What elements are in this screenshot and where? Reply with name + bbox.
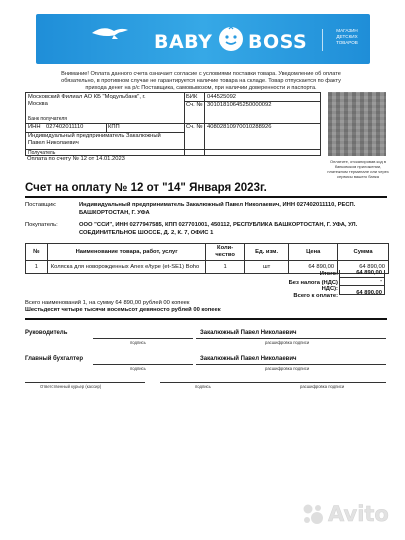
summary-rule	[25, 318, 387, 320]
kpp-label: КПП	[108, 124, 120, 130]
grand-total-value: 64 890,00	[339, 286, 385, 295]
total-label: Итого:	[319, 271, 338, 277]
row-num: 1	[26, 261, 48, 274]
supplier-label: Поставщик:	[25, 202, 57, 208]
qr-caption: Оплатите, отсканировав код в банковском приложении, платежном терминале или через сервисы вашего банка	[327, 159, 389, 179]
buyer-line: СОЕДИНИТЕЛЬНОЕ ШОССЕ, Д. 2, К. 7, ОФИС 1	[79, 229, 214, 236]
corr-account-value: 30101810645250000092	[207, 102, 272, 108]
col-name: Наименование товара, работ, услуг	[47, 244, 206, 261]
avito-watermark	[302, 502, 389, 526]
brand-baby-text: BABY	[154, 31, 213, 53]
courier-name-line	[160, 382, 386, 383]
row-unit: шт	[244, 261, 289, 274]
courier-signature-line	[25, 382, 145, 383]
bank-grid-line	[184, 93, 185, 156]
bank-city: Москва	[28, 101, 48, 107]
row-price: 64 890,00	[289, 261, 338, 274]
accountant-signature-line	[93, 364, 193, 365]
invoice-title: Счет на оплату № 12 от "14" Января 2023г.	[25, 182, 267, 194]
payment-qr-code	[328, 92, 386, 156]
baby-face-icon	[218, 26, 244, 52]
buyer-line: ООО "ССИ", ИНН 0277947585, КПП 027701001, 450112, РЕСПУБЛИКА БАШКОРТОСТАН, Г. УФА, УЛ.	[79, 222, 358, 228]
brand-boss-text: BOSS	[248, 31, 308, 53]
col-qty-line: чество	[215, 252, 235, 258]
grand-total-label: Всего к оплате:	[293, 293, 338, 299]
accountant-name-caption: расшифровка подписи	[265, 366, 310, 371]
items-count-summary: Всего наименований 1, на сумму 64 890,00 рублей 00 копеек	[25, 300, 190, 306]
courier-name-caption: расшифровка подписи	[300, 384, 345, 389]
head-label: Руководитель	[25, 330, 68, 336]
accountant-name-line	[196, 364, 386, 365]
total-value: 64 890,00	[339, 270, 385, 278]
bank-details-table	[25, 92, 321, 156]
courier-caption: Ответственный курьер (кассир)	[40, 384, 102, 389]
inn-label: ИНН	[28, 124, 41, 130]
accountant-label: Главный бухгалтер	[25, 356, 84, 362]
recipient-name-2: Павел Николаевич	[28, 140, 79, 146]
head-name-line	[196, 338, 386, 339]
accountant-sign-caption: подпись	[130, 366, 146, 371]
avito-logo-icon	[302, 503, 326, 525]
notice-line: прихода денег на р/с Поставщика, самовывозом, при наличии доверенности и паспорта.	[85, 85, 317, 91]
recipient-caption: Получатель	[28, 150, 56, 156]
col-num: №	[26, 244, 48, 261]
head-sign-caption: подпись	[130, 340, 146, 345]
inn-value: 027402011110	[46, 124, 84, 130]
head-signature-line	[93, 338, 193, 339]
banner-tagline: МАГАЗИН ДЕТСКИХ ТОВАРОВ	[336, 28, 358, 45]
supplier-value	[79, 202, 387, 217]
supplier-line: Индивидуальный предприниматель Закалюжный Павел Николаевич, ИНН 027402011110, РЕСП.	[79, 202, 356, 208]
buyer-value	[79, 222, 387, 237]
account-label: Сч. №	[186, 124, 203, 130]
bik-value: 044525092	[207, 94, 237, 100]
vat-value: -	[339, 278, 385, 286]
accountant-name: Закалюжный Павел Николаевич	[200, 356, 297, 362]
col-sum: Сумма	[338, 244, 389, 261]
corr-account-label: Сч. №	[186, 102, 203, 108]
notice-line: Внимание! Оплата данного счета означает согласие с условиями поставки товара. Уведомление об оплате	[61, 71, 341, 77]
bik-label: БИК	[186, 94, 198, 100]
col-qty	[206, 244, 244, 261]
store-banner	[36, 14, 370, 64]
items-table	[25, 243, 389, 274]
row-name: Коляска для новорожденных Anex e/type (et-SE1) Boho	[47, 261, 206, 274]
account-value: 40802810970010288926	[207, 124, 272, 130]
buyer-label: Покупатель:	[25, 222, 58, 228]
table-header-row	[26, 244, 389, 261]
bank-grid-line	[106, 123, 107, 132]
notice-line: обязательно, в противном случае не гарантируется наличие товара на складе. Товар отпускается по факту	[61, 78, 341, 84]
banner-divider	[322, 29, 323, 51]
title-rule	[25, 196, 387, 198]
amount-in-words: Шестьдесят четыре тысячи восемьсот девяносто рублей 00 копеек	[25, 307, 221, 313]
col-qty-line: Коли-	[217, 245, 234, 251]
bank-caption: Банк получателя	[28, 116, 67, 122]
payment-notice	[56, 71, 346, 92]
payment-purpose: Оплата по счету № 12 от 14.01.2023	[27, 156, 125, 162]
bank-grid-line	[204, 93, 205, 156]
courier-sign-caption: подпись	[195, 384, 211, 389]
avito-watermark-text: Avito	[328, 502, 389, 526]
row-sum: 64 890,00	[338, 261, 389, 274]
head-name-caption: расшифровка подписи	[265, 340, 310, 345]
bank-name: Московский Филиал АО КБ "Модульбанк", г.	[28, 94, 146, 100]
supplier-line: БАШКОРТОСТАН, Г. УФА	[79, 209, 150, 216]
head-name: Закалюжный Павел Николаевич	[200, 330, 297, 336]
row-qty: 1	[206, 261, 244, 274]
col-unit: Ед. изм.	[244, 244, 289, 261]
bank-grid-line	[26, 149, 321, 150]
stork-icon	[90, 24, 130, 40]
vat-label: Без налога (НДС)	[288, 280, 338, 286]
vat-label-2: НДС):	[321, 286, 338, 292]
recipient-name: Индивидуальный предприниматель Закалюжный	[28, 133, 161, 139]
col-price: Цена	[289, 244, 338, 261]
